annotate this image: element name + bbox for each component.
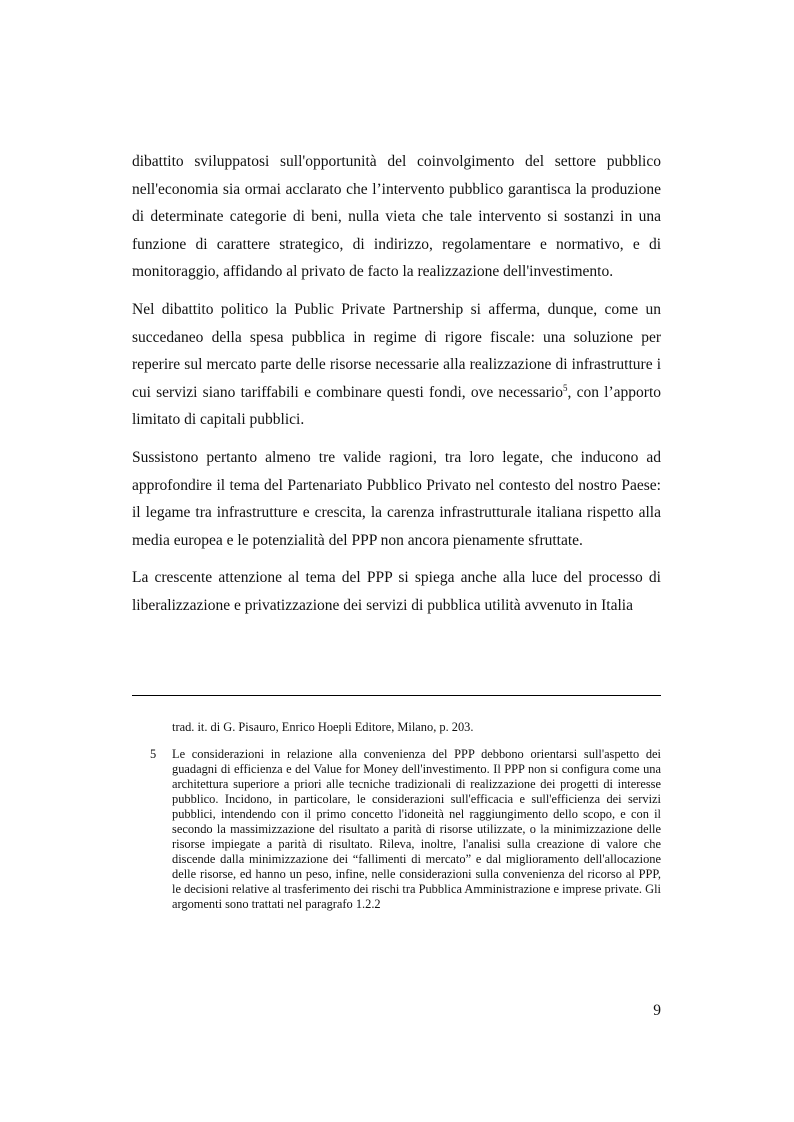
body-text: [132, 148, 661, 630]
paragraph-1: dibattito sviluppatosi sull'opportunità del coinvolgimento del settore pubblico nell'economia sia ormai acclarato che l’intervento pubblico garantisca la produzione di determinate categorie di beni, nulla vieta che tale intervento si sostanzi in una funzione di carattere strategico, di indirizzo, regolamentare e normativo, e di monitoraggio, affidando al privato de facto la realizzazione dell'investimento.: [132, 153, 661, 281]
paragraph-2: [132, 296, 661, 434]
footnote-5: [150, 747, 661, 912]
footnote-ref-5[interactable]: 5: [563, 382, 568, 393]
footnotes: [150, 720, 661, 912]
paragraph-4: La crescente attenzione al tema del PPP si spiega anche alla luce del processo di liberalizzazione e privatizzazione dei servizi di pubblica utilità avvenuto in Italia: [132, 569, 661, 614]
footnote-separator: [132, 695, 661, 696]
footnote-continuation: trad. it. di G. Pisauro, Enrico Hoepli Editore, Milano, p. 203.: [172, 720, 474, 734]
paragraph-3: Sussistono pertanto almeno tre valide ragioni, tra loro legate, che inducono ad approfondire il tema del Partenariato Pubblico Privato nel contesto del nostro Paese: il legame tra infrastrutture e crescita, la carenza infrastrutturale italiana rispetto alla media europea e le potenzialità del PPP non ancora pienamente sfruttate.: [132, 448, 661, 549]
page-number: 9: [653, 1002, 661, 1019]
footnote-number: 5: [150, 747, 157, 761]
footnote-text: Le considerazioni in relazione alla convenienza del PPP debbono orientarsi sull'aspetto dei guadagni di efficienza e del Value for Money dell'investimento. Il PPP non si configura come una architettura superiore a priori alle tecniche tradizionali di realizzazione dei progetti di interesse pubblico. Incidono, in particolare, le considerazioni sull'efficacia e sull'efficienza dei servizi pubblici, intendendo con il primo concetto l'idoneità nel raggiungimento dello scopo, e con il secondo la massimizzazione del risultato a parità di risorse utilizzate, o la minimizzazione delle risorse impiegate a parità di risultato. Rileva, inoltre, l'analisi sulla creazione di valore che discende dalla minimizzazione dei “fallimenti di mercato” e dal miglioramento dell'allocazione delle risorse, ed hanno un peso, infine, nelle considerazioni sulla convenienza del ricorso al PPP, le decisioni relative al trasferimento dei rischi tra Pubblica Amministrazione e imprese private. Gli argomenti sono trattati nel paragrafo 1.2.2: [172, 747, 661, 911]
paragraph-2-text: Nel dibattito politico la Public Private Partnership si afferma, dunque, come un succedaneo della spesa pubblica in regime di rigore fiscale: una soluzione per reperire sul mercato parte delle risorse necessarie alla realizzazione di infrastrutture i cui servizi siano tariffabili e combinare questi fondi, ove necessario: [132, 300, 661, 401]
paragraph-2-text-end: , con l’apporto limitato di capitali pubblici.: [132, 383, 661, 429]
